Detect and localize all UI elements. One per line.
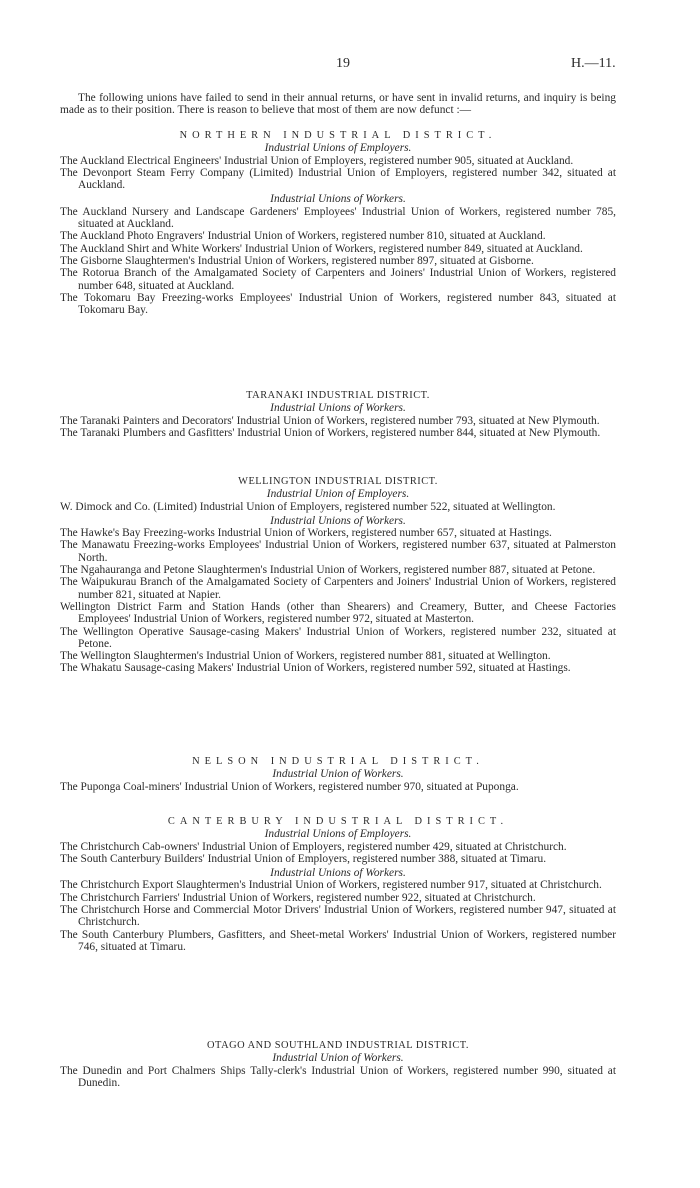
list-item: The Auckland Nursery and Landscape Gardeners' Employees' Industrial Union of Workers, registered number 785, situated at Auckland. bbox=[60, 205, 616, 231]
list-item: The Auckland Electrical Engineers' Industrial Union of Employers, registered number 905, situated at Auckland. bbox=[60, 154, 574, 167]
group-heading: Industrial Unions of Workers. bbox=[270, 867, 406, 880]
intro-paragraph: The following unions have failed to send in their annual returns, or have sent in invalid returns, and inquiry is being made as to their position. There is reason to believe that most of them are now defunct :— bbox=[60, 92, 616, 117]
district-heading: OTAGO AND SOUTHLAND INDUSTRIAL DISTRICT. bbox=[207, 1040, 469, 1051]
list-item: The Tokomaru Bay Freezing-works Employees' Industrial Union of Workers, registered number 843, situated at Tokomaru Bay. bbox=[60, 291, 616, 317]
list-item: The Manawatu Freezing-works Employees' Industrial Union of Workers, registered number 637, situated at Palmerston North. bbox=[60, 539, 616, 564]
page-number: 19 bbox=[336, 56, 350, 71]
district-heading: TARANAKI INDUSTRIAL DISTRICT. bbox=[246, 390, 430, 401]
list-item: The Taranaki Plumbers and Gasfitters' Industrial Union of Workers, registered number 844, situated at New Plymouth. bbox=[60, 426, 601, 439]
group-heading: Industrial Union of Workers. bbox=[272, 1052, 404, 1065]
district-heading: NELSON INDUSTRIAL DISTRICT. bbox=[192, 756, 484, 767]
section-northern bbox=[60, 130, 616, 316]
list-item: The South Canterbury Builders' Industrial Union of Employers, registered number 388, situated at Timaru. bbox=[60, 852, 547, 865]
section-otago-southland bbox=[60, 1040, 616, 1089]
section-canterbury bbox=[60, 816, 616, 953]
list-item: The Whakatu Sausage-casing Makers' Industrial Union of Workers, registered number 592, situated at Hastings. bbox=[60, 662, 571, 675]
district-heading: CANTERBURY INDUSTRIAL DISTRICT. bbox=[167, 816, 509, 827]
list-item: The Auckland Shirt and White Workers' Industrial Union of Workers, registered number 849, situated at Auckland. bbox=[60, 242, 583, 255]
list-item: The Christchurch Horse and Commercial Motor Drivers' Industrial Union of Workers, registered number 947, situated at Christchurch. bbox=[60, 904, 616, 929]
list-item: The Rotorua Branch of the Amalgamated Society of Carpenters and Joiners' Industrial Union of Workers, registered number 648, situated at Auckland. bbox=[60, 267, 616, 292]
list-item: The Wellington Slaughtermen's Industrial Union of Workers, registered number 881, situated at Wellington. bbox=[60, 650, 551, 663]
list-item: The Devonport Steam Ferry Company (Limited) Industrial Union of Employers, registered number 342, situated at Auckland. bbox=[60, 166, 616, 192]
list-item: The Puponga Coal-miners' Industrial Union of Workers, registered number 970, situated at Puponga. bbox=[60, 780, 519, 793]
document-reference: H.—11. bbox=[571, 56, 616, 71]
group-heading: Industrial Unions of Workers. bbox=[270, 514, 406, 527]
group-heading: Industrial Unions of Workers. bbox=[270, 402, 406, 415]
list-item: The South Canterbury Plumbers, Gasfitters, and Sheet-metal Workers' Industrial Union of Workers, registered number 746, situated at Timaru. bbox=[60, 928, 616, 953]
district-heading: WELLINGTON INDUSTRIAL DISTRICT. bbox=[238, 476, 438, 487]
list-item: The Christchurch Farriers' Industrial Union of Workers, registered number 922, situated at Christchurch. bbox=[60, 891, 536, 904]
group-heading: Industrial Unions of Employers. bbox=[264, 828, 412, 841]
list-item: Wellington District Farm and Station Hands (other than Shearers) and Creamery, Butter, and Cheese Factories Employees' Industrial Union of Workers, registered number 972, situated at Masterton. bbox=[60, 600, 616, 626]
list-item: The Wellington Operative Sausage-casing Makers' Industrial Union of Workers, registered number 232, situated at Petone. bbox=[60, 625, 616, 650]
group-heading: Industrial Unions of Workers. bbox=[270, 193, 406, 206]
list-item: The Taranaki Painters and Decorators' Industrial Union of Workers, registered number 793, situated at New Plymouth. bbox=[60, 414, 600, 427]
list-item: The Christchurch Cab-owners' Industrial Union of Employers, registered number 429, situated at Christchurch. bbox=[60, 840, 567, 853]
list-item: The Dunedin and Port Chalmers Ships Tally-clerk's Industrial Union of Workers, registered number 990, situated at Dunedin. bbox=[60, 1064, 616, 1089]
list-item: The Auckland Photo Engravers' Industrial Union of Workers, registered number 810, situated at Auckland. bbox=[60, 230, 546, 243]
section-wellington bbox=[60, 476, 616, 675]
list-item: The Waipukurau Branch of the Amalgamated Society of Carpenters and Joiners' Industrial Union of Workers, registered number 821, situated at Napier. bbox=[60, 576, 616, 601]
list-item: W. Dimock and Co. (Limited) Industrial Union of Employers, registered number 522, situated at Wellington. bbox=[60, 500, 556, 513]
list-item: The Ngahauranga and Petone Slaughtermen's Industrial Union of Workers, registered number 887, situated at Petone. bbox=[60, 564, 596, 577]
group-heading: Industrial Unions of Employers. bbox=[264, 142, 412, 155]
section-nelson bbox=[60, 756, 616, 793]
section-taranaki bbox=[60, 390, 616, 439]
list-item: The Christchurch Export Slaughtermen's Industrial Union of Workers, registered number 917, situated at Christchurch. bbox=[60, 879, 602, 892]
list-item: The Hawke's Bay Freezing-works Industrial Union of Workers, registered number 657, situated at Hastings. bbox=[60, 527, 552, 540]
district-heading: NORTHERN INDUSTRIAL DISTRICT. bbox=[179, 130, 497, 141]
group-heading: Industrial Union of Workers. bbox=[272, 768, 404, 781]
group-heading: Industrial Union of Employers. bbox=[266, 488, 410, 501]
list-item: The Gisborne Slaughtermen's Industrial Union of Workers, registered number 897, situated at Gisborne. bbox=[60, 254, 534, 267]
